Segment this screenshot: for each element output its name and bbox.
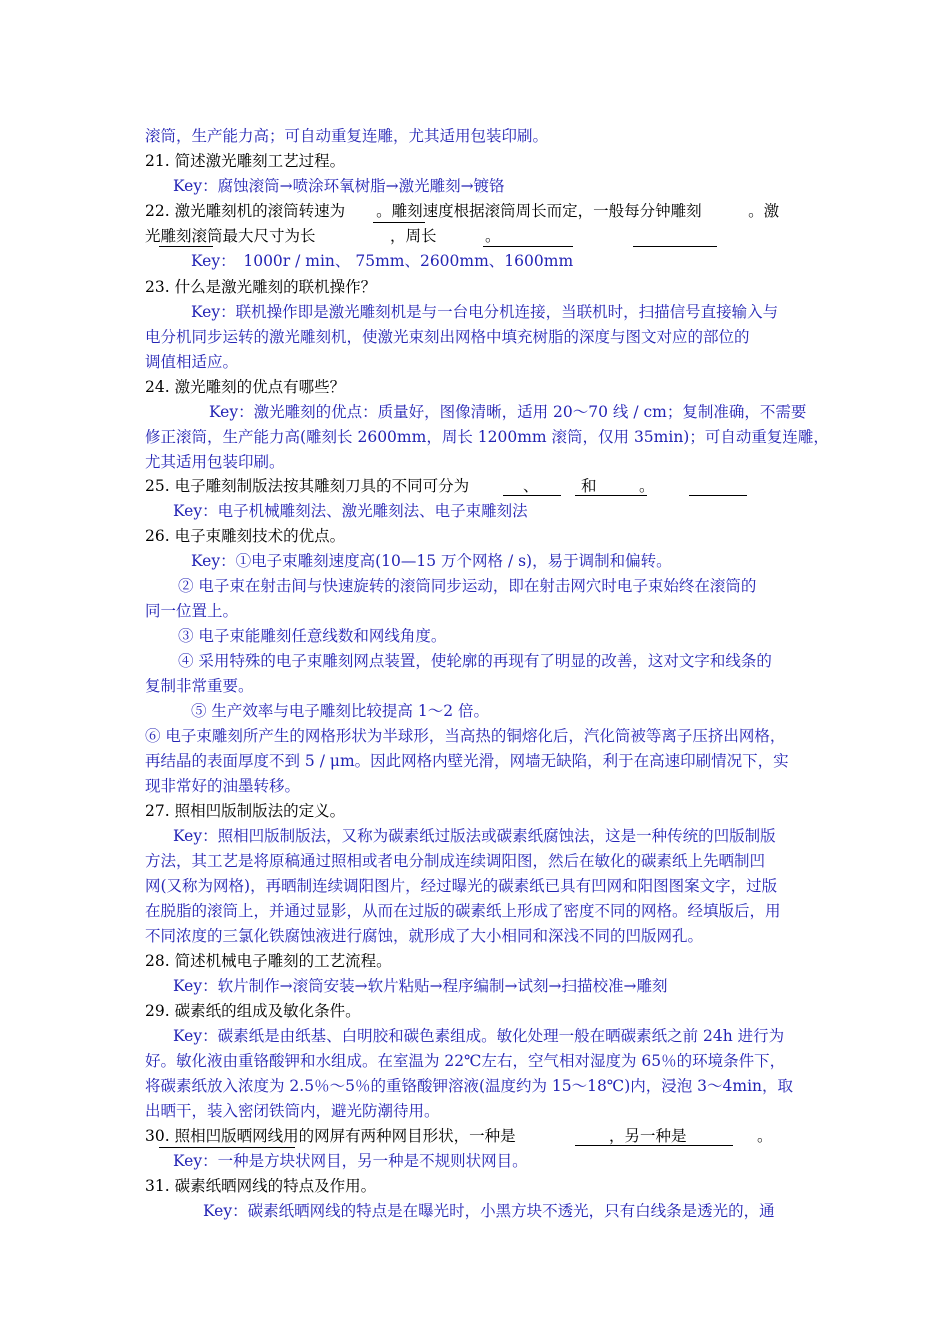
answer-26-point5: ⑤ 生产效率与电子雕刻比较提高 1～2 倍。: [191, 702, 490, 720]
question-21: 21. 简述激光雕刻工艺过程。: [145, 152, 346, 170]
answer-26-point6-line3: 现非常好的油墨转移。: [145, 777, 301, 795]
blank-line: [159, 1147, 295, 1148]
answer-26-point2-line2: 同一位置上。: [145, 602, 239, 620]
answer-21: Key：腐蚀滚筒→喷涂环氧树脂→激光雕刻→镀铬: [173, 177, 505, 195]
answer-30-text: Key：一种是方块状网目，另一种是不规则状网目。: [173, 1152, 528, 1170]
answer-27-line3: 网(又称为网格)，再晒制连续调阳图片，经过曝光的碳素纸已具有凹网和阳图图案文字，过版: [145, 877, 778, 895]
question-26: 26. 电子束雕刻技术的优点。: [145, 527, 346, 545]
answer-24-line2: 修正滚筒，生产能力高(雕刻长 2600mm，周长 1200mm 滚筒，仅用 35min)；可自动重复连雕，: [145, 428, 829, 446]
answer-29-line2: 好。敏化液由重铬酸钾和水组成。在室温为 22℃左右，空气相对湿度为 65％的环境条件下，: [145, 1052, 786, 1070]
answer-29-line1: Key：碳素纸是由纸基、白明胶和碳色素组成。敏化处理一般在晒碳素纸之前 24h 进行为: [173, 1027, 785, 1045]
q22-end-mark: 。: [485, 227, 501, 245]
blank-line: [503, 495, 561, 496]
question-24: 24. 激光雕刻的优点有哪些？: [145, 378, 346, 396]
answer-26-point3: ③ 电子束能雕刻任意线数和网线角度。: [178, 627, 447, 645]
blank-line: [633, 246, 717, 247]
q25-separator-2: 和: [581, 477, 597, 495]
blank-line: [373, 222, 425, 223]
answer-31: Key：碳素纸晒网线的特点是在曝光时，小黑方块不透光，只有白线条是透光的，通: [203, 1202, 775, 1220]
answer-23-line2: 电分机同步运转的激光雕刻机，使激光束刻出网格中填充树脂的深度与图文对应的部位的: [145, 328, 750, 346]
blank-line: [689, 495, 747, 496]
answer-29-line3: 将碳素纸放入浓度为 2.5％～5％的重铬酸钾溶液(温度约为 15～18℃)内，浸泡 3～4min，取: [145, 1077, 794, 1095]
q22-circumference-label: ，周长: [390, 227, 437, 245]
answer-23-line1: Key：联机操作即是激光雕刻机是与一台电分机连接，当联机时，扫描信号直接输入与: [191, 303, 779, 321]
answer-26-point6-line1: ⑥ 电子束雕刻所产生的网格形状为半球形，当高热的铜熔化后，汽化筒被等离子压挤出网格，: [145, 727, 786, 745]
answer-27-line1: Key：照相凹版制版法，又称为碳素纸过版法或碳素纸腐蚀法，这是一种传统的凹版制版: [173, 827, 776, 845]
q25-end-mark: 。: [639, 477, 655, 495]
answer-continuation: 滚筒，生产能力高；可自动重复连雕，尤其适用包装印刷。: [145, 127, 549, 145]
blank-line: [159, 246, 213, 247]
answer-22: Key： 1000r / min、 75mm、2600mm、1600mm: [191, 252, 574, 270]
q30-text: 30. 照相凹版晒网线用的网屏有两种网目形状，一种是: [145, 1127, 516, 1145]
answer-24-line1: Key：激光雕刻的优点：质量好，图像清晰，适用 20～70 线 / cm；复制准确，不需要: [209, 403, 807, 421]
answer-28: Key：软片制作→滚筒安装→软片粘贴→程序编制→试刻→扫描校准→雕刻: [173, 977, 668, 995]
answer-30: [145, 1149, 813, 1174]
answer-26-point6-line2: 再结晶的表面厚度不到 5 / μm。因此网格内壁光滑，网墙无缺陷，利于在高速印刷情况下，实: [145, 752, 789, 770]
answer-29-line4: 出晒干，装入密闭铁筒内，避光防潮待用。: [145, 1102, 440, 1120]
answer-26-point2-line1: ② 电子束在射击间与快速旋转的滚筒同步运动，即在射击网穴时电子束始终在滚筒的: [178, 577, 757, 595]
text-column: [145, 124, 829, 1224]
question-28: 28. 简述机械电子雕刻的工艺流程。: [145, 952, 392, 970]
answer-26-point4-line2: 复制非常重要。: [145, 677, 254, 695]
answer-27-line2: 方法，其工艺是将原稿通过照相或者电分制成连续调阳图，然后在敏化的碳素纸上先晒制凹: [145, 852, 766, 870]
answer-23-line3: 调值相适应。: [145, 353, 239, 371]
question-22-line1: 22. 激光雕刻机的滚筒转速为 。雕刻速度根据滚筒周长而定，一般每分钟雕刻 。激: [145, 202, 780, 220]
question-27: 27. 照相凹版制版法的定义。: [145, 802, 346, 820]
q22-length-label: 光雕刻滚筒最大尺寸为长: [145, 227, 316, 245]
question-29: 29. 碳素纸的组成及敏化条件。: [145, 1002, 361, 1020]
answer-27-line5: 不同浓度的三氯化铁腐蚀液进行腐蚀，就形成了大小相同和深浅不同的凹版网孔。: [145, 927, 704, 945]
q25-text: 25. 电子雕刻制版法按其雕刻刀具的不同可分为: [145, 477, 470, 495]
question-22-line2: [145, 224, 813, 249]
q30-end-mark: 。: [757, 1127, 773, 1145]
q25-separator-1: 、: [523, 477, 539, 495]
answer-24-line3: 尤其适用包装印刷。: [145, 453, 285, 471]
blank-line: [575, 1145, 733, 1146]
question-31: 31. 碳素纸晒网线的特点及作用。: [145, 1177, 377, 1195]
answer-26-point4-line1: ④ 采用特殊的电子束雕刻网点装置，使轮廓的再现有了明显的改善，这对文字和线条的: [178, 652, 772, 670]
answer-25: Key：电子机械雕刻法、激光雕刻法、电子束雕刻法: [173, 502, 528, 520]
question-25: [145, 474, 813, 499]
answer-27-line4: 在脱脂的滚筒上，并通过显影，从而在过版的碳素纸上形成了密度不同的网格。经填版后，用: [145, 902, 781, 920]
blank-line: [483, 246, 573, 247]
question-23: 23. 什么是激光雕刻的联机操作？: [145, 278, 377, 296]
question-30: [145, 1124, 813, 1149]
blank-line: [575, 495, 647, 496]
q30-middle: ，另一种是: [609, 1127, 687, 1145]
answer-26-point1: Key：①电子束雕刻速度高(10—15 万个网格 / s)，易于调制和偏转。: [191, 552, 672, 570]
